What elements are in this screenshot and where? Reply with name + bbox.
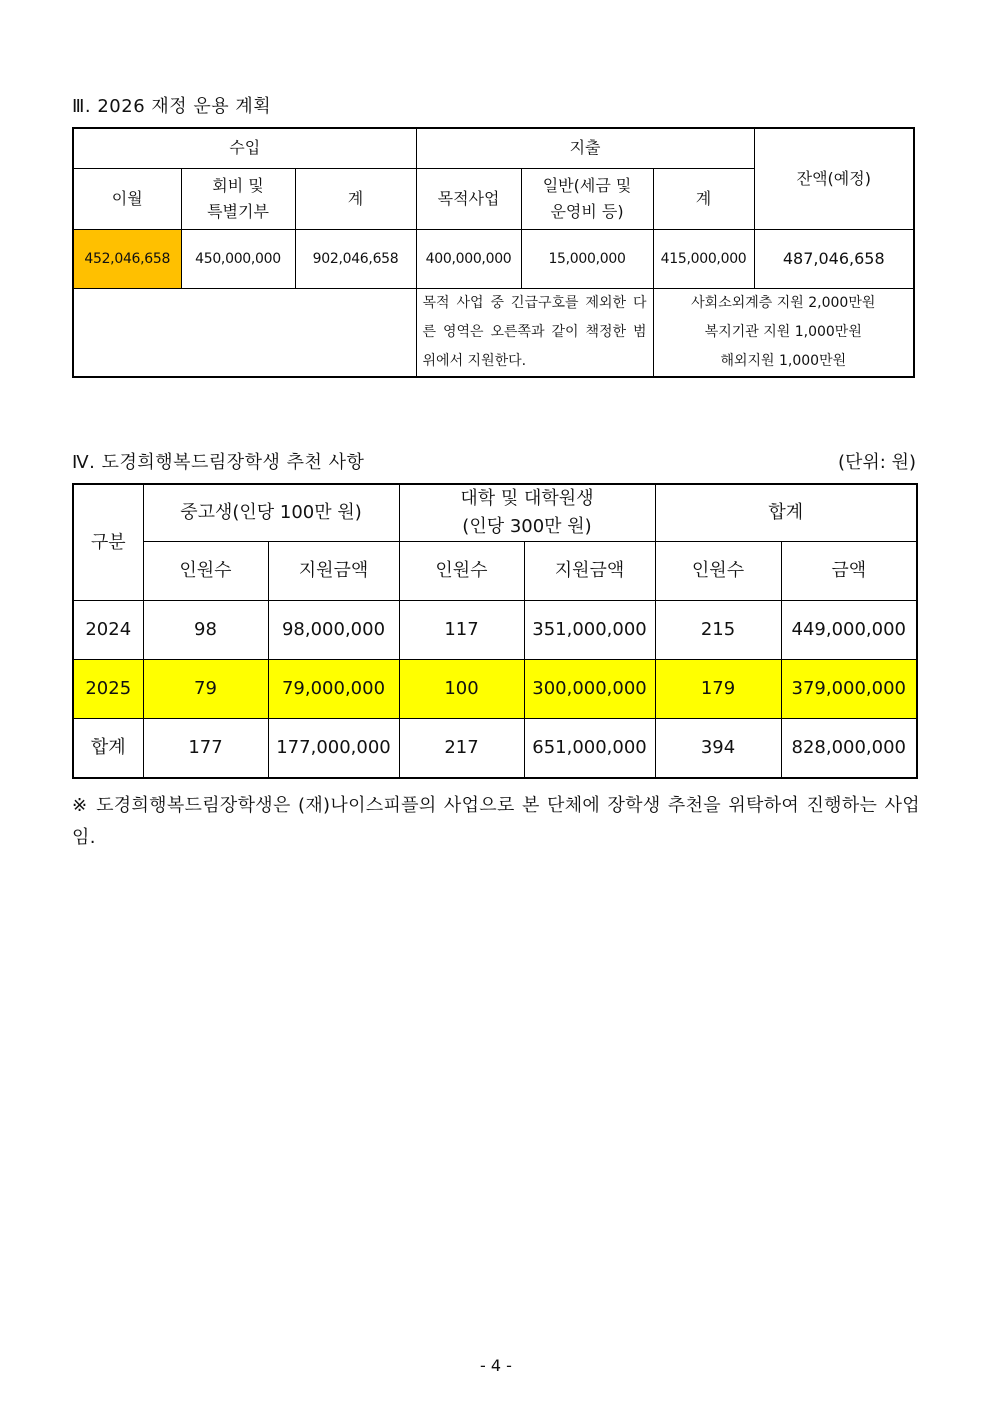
count-header: 인원수: [399, 542, 524, 601]
income-total-value: 902,046,658: [295, 229, 416, 288]
year-cell: 합계: [73, 719, 143, 778]
carryover-value: 452,046,658: [73, 229, 181, 288]
table-row-total: [73, 719, 917, 778]
purpose-value: 400,000,000: [416, 229, 521, 288]
page-number: - 4 -: [480, 1356, 512, 1375]
count-cell: 217: [399, 719, 524, 778]
section3-title: Ⅲ. 2026 재정 운용 계획: [72, 96, 272, 117]
footnote: ※ 도경희행복드림장학생은 (재)나이스피플의 사업으로 본 단체에 장학생 추천을 위탁하여 진행하는 사업임.: [72, 795, 920, 848]
middle-school-header: 중고생(인당 100만 원): [143, 484, 399, 542]
amount-cell: 379,000,000: [781, 660, 917, 719]
balance-header: 잔액(예정): [754, 128, 914, 229]
amount-cell: 300,000,000: [524, 660, 655, 719]
year-cell: 2025: [73, 660, 143, 719]
category-header: 구분: [73, 484, 143, 601]
balance-value: 487,046,658: [754, 229, 914, 288]
count-cell: 177: [143, 719, 268, 778]
college-header: 대학 및 대학원생 (인당 300만 원): [399, 484, 655, 542]
expense-total-header: 계: [653, 168, 754, 229]
fees-value: 450,000,000: [181, 229, 295, 288]
count-cell: 394: [655, 719, 781, 778]
support-note: 목적 사업 중 긴급구호를 제외한 다른 영역은 오른쪽과 같이 책정한 범위에서 지원한다.: [416, 288, 653, 377]
total-header: 합계: [655, 484, 917, 542]
amount-cell: 449,000,000: [781, 601, 917, 660]
amount-header: 지원금액: [268, 542, 399, 601]
count-header: 인원수: [655, 542, 781, 601]
purpose-header: 목적사업: [416, 168, 521, 229]
count-cell: 79: [143, 660, 268, 719]
count-cell: 117: [399, 601, 524, 660]
count-header: 인원수: [143, 542, 268, 601]
amount-cell: 98,000,000: [268, 601, 399, 660]
count-cell: 100: [399, 660, 524, 719]
amount-cell: 177,000,000: [268, 719, 399, 778]
table-row-highlighted: [73, 660, 917, 719]
income-header: 수입: [73, 128, 416, 168]
expense-total-value: 415,000,000: [653, 229, 754, 288]
carryover-header: 이월: [73, 168, 181, 229]
finance-plan-table: [72, 127, 915, 378]
unit-label: (단위: 원): [838, 452, 916, 473]
general-header: 일반(세금 및 운영비 등): [521, 168, 653, 229]
support-allocation: [653, 288, 914, 377]
amount-cell: 651,000,000: [524, 719, 655, 778]
income-total-header: 계: [295, 168, 416, 229]
amount-header: 금액: [781, 542, 917, 601]
allocation-line: 복지기관 지원 1,000만원: [704, 323, 862, 340]
fees-header: 회비 및 특별기부: [181, 168, 295, 229]
allocation-line: 사회소외계층 지원 2,000만원: [691, 294, 876, 311]
year-cell: 2024: [73, 601, 143, 660]
amount-header: 지원금액: [524, 542, 655, 601]
allocation-line: 해외지원 1,000만원: [720, 352, 847, 369]
amount-cell: 79,000,000: [268, 660, 399, 719]
count-cell: 215: [655, 601, 781, 660]
section4-title: Ⅳ. 도경희행복드림장학생 추천 사항: [72, 452, 365, 473]
amount-cell: 828,000,000: [781, 719, 917, 778]
amount-cell: 351,000,000: [524, 601, 655, 660]
note-empty-cell: [73, 288, 416, 377]
table-row: [73, 601, 917, 660]
count-cell: 179: [655, 660, 781, 719]
count-cell: 98: [143, 601, 268, 660]
scholarship-table: [72, 483, 918, 779]
expense-header: 지출: [416, 128, 754, 168]
general-value: 15,000,000: [521, 229, 653, 288]
